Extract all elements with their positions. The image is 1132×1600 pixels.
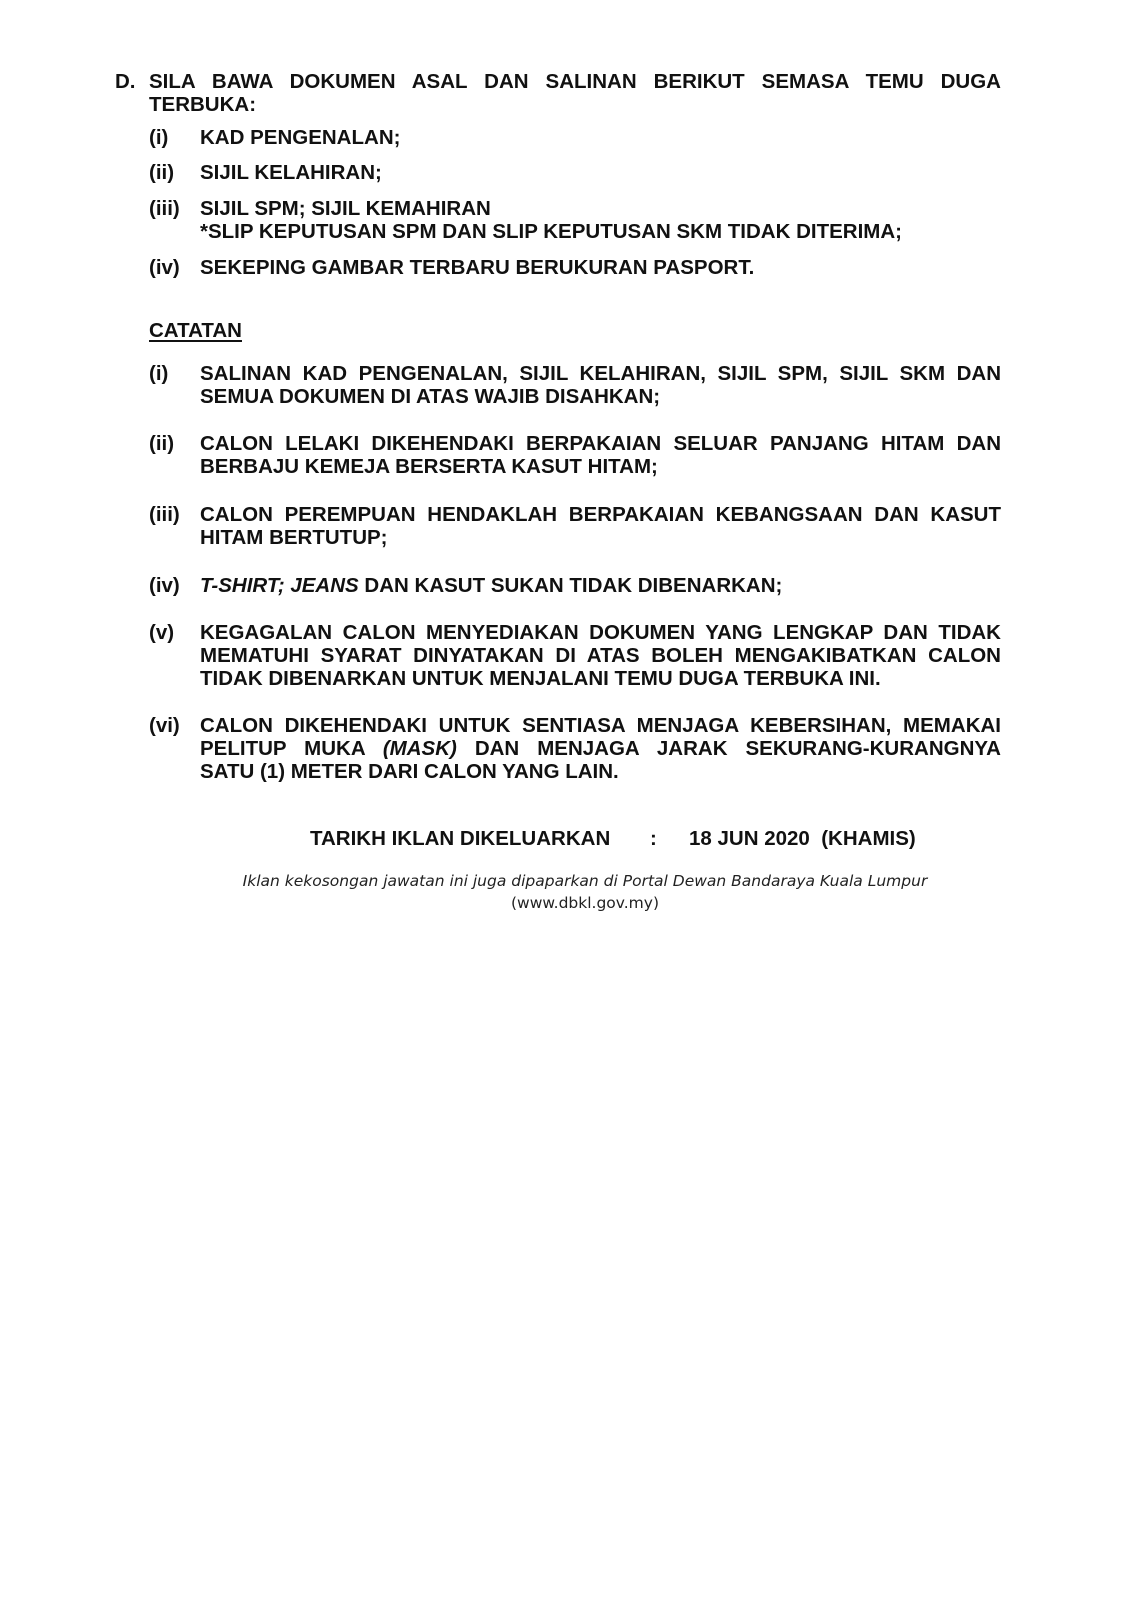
date-colon: : [650,827,657,850]
section-heading-line1: SILA BAWA DOKUMEN ASAL DAN SALINAN BERIKUT SEMASA TEMU DUGA [149,70,1001,93]
catatan-heading: CATATAN [149,319,242,342]
note-line: CALON LELAKI DIKEHENDAKI BERPAKAIAN SELUAR PANJANG HITAM DAN [200,432,1001,455]
section-heading [149,70,1001,116]
date-value: 18 JUN 2020 (KHAMIS) [689,827,916,850]
note-line: CALON PEREMPUAN HENDAKLAH BERPAKAIAN KEBANGSAAN DAN KASUT [200,503,1001,526]
doc-item-note: *SLIP KEPUTUSAN SPM DAN SLIP KEPUTUSAN SKM TIDAK DITERIMA; [200,220,902,243]
section-heading-line2: TERBUKA: [149,93,257,116]
note-number: (v) [149,621,175,644]
note-line-part: DAN MENJAGA JARAK SEKURANG-KURANGNYA [456,737,1001,760]
note-number: (vi) [149,714,180,737]
note-text [200,621,1001,690]
doc-item-number: (iv) [149,256,180,279]
note-text [200,574,1001,597]
footer-note [180,870,990,914]
note-number: (ii) [149,432,175,455]
note-line: SEMUA DOKUMEN DI ATAS WAJIB DISAHKAN; [200,385,661,408]
doc-item-number: (ii) [149,161,175,184]
note-number: (iv) [149,574,180,597]
note-line: MEMATUHI SYARAT DINYATAKAN DI ATAS BOLEH MENGAKIBATKAN CALON [200,644,1001,667]
note-text [200,714,1001,783]
note-line: BERBAJU KEMEJA BERSERTA KASUT HITAM; [200,455,658,478]
note-line [200,737,1001,760]
note-line: HITAM BERTUTUP; [200,526,388,549]
note-text [200,362,1001,408]
note-line-part: PELITUP MUKA [200,737,383,760]
doc-item-line: SIJIL SPM; SIJIL KEMAHIRAN [200,197,491,220]
note-rest: DAN KASUT SUKAN TIDAK DIBENARKAN; [358,574,783,597]
note-line: SALINAN KAD PENGENALAN, SIJIL KELAHIRAN, SIJIL SPM, SIJIL SKM DAN [200,362,1001,385]
doc-item-text: KAD PENGENALAN; [200,126,401,149]
doc-item-text: SEKEPING GAMBAR TERBARU BERUKURAN PASPORT. [200,256,755,279]
footer-line: Iklan kekosongan jawatan ini juga dipaparkan di Portal Dewan Bandaraya Kuala Lumpur [242,872,928,890]
note-line: KEGAGALAN CALON MENYEDIAKAN DOKUMEN YANG LENGKAP DAN TIDAK [200,621,1001,644]
note-italic: T-SHIRT; JEANS [200,574,359,597]
doc-item-number: (i) [149,126,169,149]
note-text [200,432,1001,478]
footer-url: (www.dbkl.gov.my) [510,894,659,912]
note-number: (iii) [149,503,180,526]
doc-item-text: SIJIL KELAHIRAN; [200,161,382,184]
section-letter: D. [115,70,136,93]
note-line: CALON DIKEHENDAKI UNTUK SENTIASA MENJAGA KEBERSIHAN, MEMAKAI [200,714,1001,737]
note-line: SATU (1) METER DARI CALON YANG LAIN. [200,760,619,783]
note-number: (i) [149,362,169,385]
note-line: TIDAK DIBENARKAN UNTUK MENJALANI TEMU DUGA TERBUKA INI. [200,667,881,690]
doc-item-number: (iii) [149,197,180,220]
note-italic: (MASK) [382,737,457,760]
doc-item-text [200,197,1001,243]
note-text [200,503,1001,549]
date-label: TARIKH IKLAN DIKELUARKAN [310,827,611,850]
